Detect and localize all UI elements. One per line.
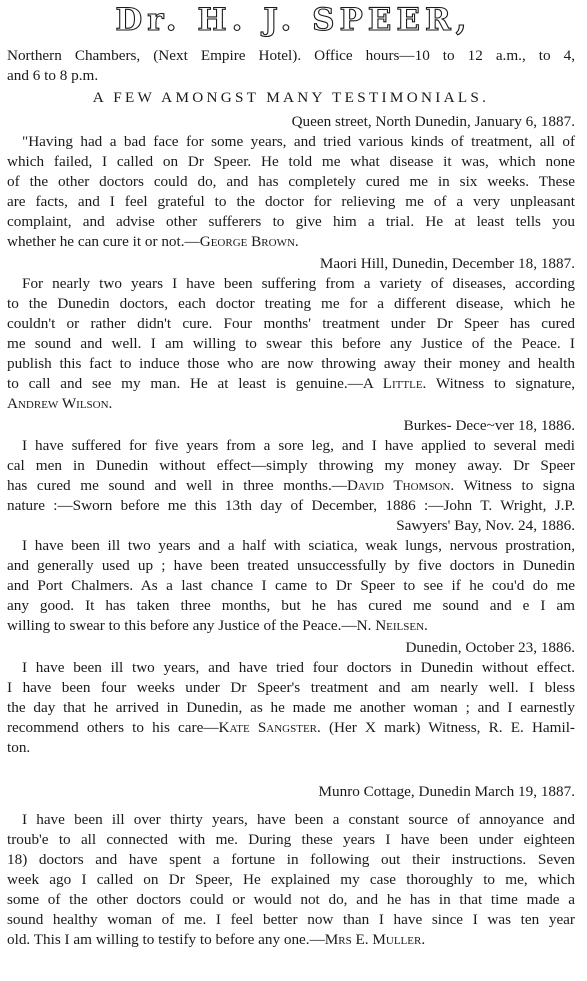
- testimonial-text: willing to swear to this before any Justice of the Peace.—: [7, 617, 357, 634]
- testimonial-line: [7, 374, 575, 394]
- dateline: Burkes- Dece~ver 18, 1886.: [403, 417, 575, 434]
- testimonial-text: to call and see my man. He at least is genuine.—A: [7, 375, 383, 392]
- testimonial-line: sound healthy woman of me. I feel better now than I have since I was ten year: [7, 911, 575, 928]
- testimonial-line: I have been ill two years and a half with sciatica, weak lungs, nervous prostration,: [22, 537, 575, 554]
- advert-title: Dr. H. J. SPEER,: [115, 2, 472, 38]
- address-line: Northern Chambers, (Next Empire Hotel). Office hours—10 to 12 a.m., to 4,: [7, 47, 575, 64]
- testimonial-line: [7, 394, 575, 414]
- witness-name: Andrew Wilson.: [7, 395, 113, 412]
- testimonial-line: of the other doctors could do, and has completely cured me in six weeks. These: [7, 173, 575, 190]
- witness-text: Witness to signa: [454, 477, 575, 494]
- testimonial-line: I have been four weeks under Dr Speer's treatment and am nearly well. I bless: [7, 679, 575, 696]
- testimonial-line: cal men in Dunedin without effect—simply throwing my money away. Dr Speer: [7, 457, 575, 474]
- signature: Kate Sangster.: [218, 719, 321, 736]
- testimonial-line: some of the other doctors could or would not do, and he has in that time made a: [7, 891, 575, 908]
- testimonial-line: and generally used up ; have been treated unsuccessfully by five doctors in Dunedin: [7, 557, 575, 574]
- testimonial-text: whether he can cure it or not.—: [7, 233, 200, 250]
- testimonial-text: has cured me sound and well in three months.—: [7, 477, 347, 494]
- testimonial-line: any good. It has taken three months, but he has cured me sound and e I am: [7, 597, 575, 614]
- testimonial-line: publish this fact to induce those who are now throwing away their money and health: [7, 355, 575, 372]
- testimonial-line: and Port Chalmers. As a last chance I came to Dr Speer to see if he cou'd do me: [7, 577, 575, 594]
- dateline: Munro Cottage, Dunedin March 19, 1887.: [318, 783, 575, 800]
- dateline: Sawyers' Bay, Nov. 24, 1886.: [396, 517, 575, 534]
- dateline: Dunedin, October 23, 1886.: [405, 639, 575, 656]
- testimonial-line: [7, 476, 575, 496]
- office-hours-line: and 6 to 8 p.m.: [7, 67, 99, 84]
- testimonial-line: week ago I called on Dr Speer, He explained my case thoroughly to me, which: [7, 871, 575, 888]
- signature: David Thomson.: [346, 477, 455, 494]
- testimonial-line: [7, 930, 575, 950]
- signature: N. Neilsen.: [356, 617, 428, 634]
- testimonial-line: I have suffered for five years from a sore leg, and I have applied to several medi: [22, 437, 575, 454]
- testimonial-line: to the Dunedin doctors, each doctor treating me for a different disease, which he: [7, 295, 575, 312]
- signature: Mrs E. Muller.: [324, 931, 426, 948]
- testimonial-line: [7, 718, 575, 738]
- testimonial-line: are facts, and I feel grateful to the doctor for relieving me of a very unpleasant: [7, 193, 575, 210]
- testimonial-line: the day that he arrived in Dunedin, as he made me another woman ; and I earnestly: [7, 699, 575, 716]
- testimonial-line: I have been ill two years, and have tried four doctors in Dunedin without effect.: [22, 659, 575, 676]
- dateline: Queen street, North Dunedin, January 6, 1887.: [291, 113, 575, 130]
- testimonial-line: couldn't or rather didn't cure. Four months' treatment under Dr Speer has cured: [7, 315, 575, 332]
- testimonial-line: 18) doctors and have spent a fortune in following out their instructions. Seven: [7, 851, 575, 868]
- testimonial-line: troub'e to all connected with me. During these years I have been under eighteen: [7, 831, 575, 848]
- section-heading: A FEW AMONGST MANY TESTIMONIALS.: [92, 89, 490, 106]
- testimonial-line: [7, 232, 575, 252]
- testimonial-text: old. This I am willing to testify to before any one.—: [7, 931, 325, 948]
- witness-text: (Her X mark) Witness, R. E. Hamil-: [320, 719, 575, 736]
- testimonial-line: [7, 616, 575, 636]
- testimonial-line: complaint, and advise other sufferers to give him a trial. He at least tells you: [7, 213, 575, 230]
- testimonial-line: nature :—Sworn before me this 13th day of December, 1886 :—John T. Wright, J.P.: [7, 497, 575, 514]
- testimonial-line: For nearly two years I have been suffering from a variety of diseases, according: [22, 275, 575, 292]
- testimonial-line: "Having had a bad face for some years, and tried various kinds of treatment, all of: [22, 133, 575, 150]
- testimonial-line: me sound and well. I am willing to swear this before any Justice of the Peace. I: [7, 335, 575, 352]
- testimonial-text: recommend others to his care—: [7, 719, 219, 736]
- signature: Little.: [382, 375, 427, 392]
- testimonial-line: ton.: [7, 739, 31, 756]
- testimonial-line: which failed, I called on Dr Speer. He told me what disease it was, which none: [7, 153, 575, 170]
- witness-text: Witness to signature,: [426, 375, 576, 392]
- dateline: Maori Hill, Dunedin, December 18, 1887.: [319, 255, 575, 272]
- signature: George Brown.: [199, 233, 299, 250]
- testimonial-line: I have been ill over thirty years, have been a constant source of annoyance and: [22, 811, 575, 828]
